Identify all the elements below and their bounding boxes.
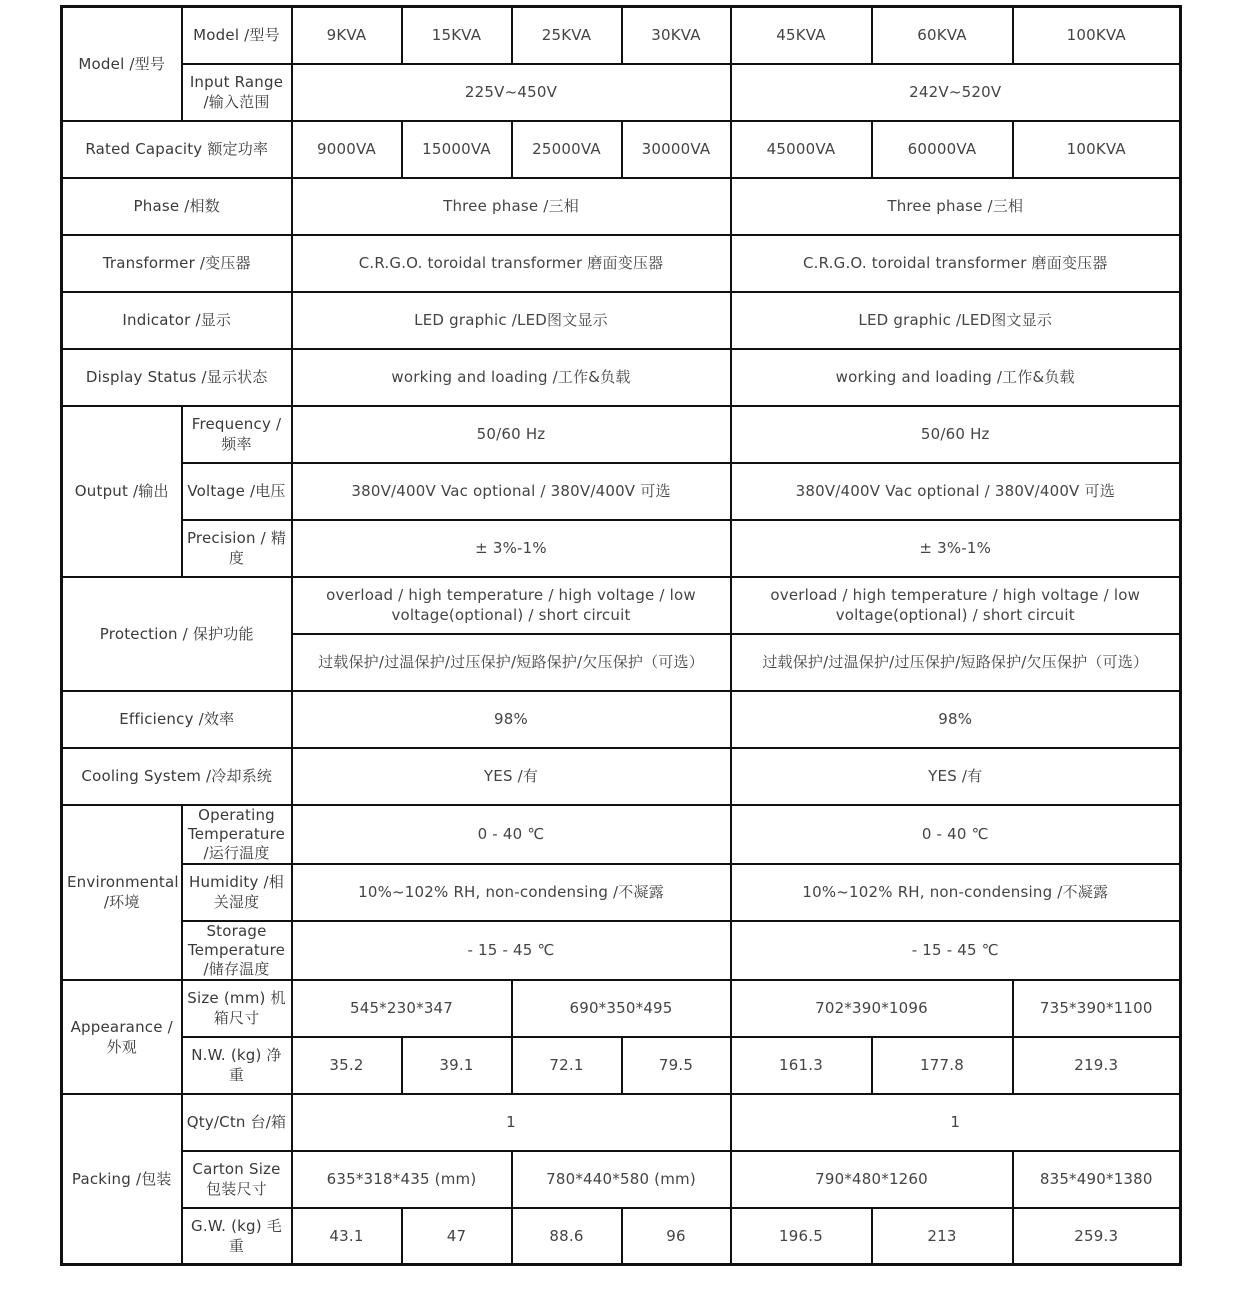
nw-cell: 177.8 <box>872 1037 1013 1094</box>
protection-label: Protection / 保护功能 <box>62 577 292 691</box>
size-cell: 702*390*1096 <box>731 980 1013 1037</box>
row-qty <box>62 1094 1181 1151</box>
humidity-label: Humidity /相关湿度 <box>182 864 292 921</box>
row-input-range <box>62 64 1181 121</box>
environmental-label: Environmental /环境 <box>62 805 182 980</box>
indicator-b: LED graphic /LED图文显示 <box>731 292 1181 349</box>
size-label: Size (mm) 机箱尺寸 <box>182 980 292 1037</box>
protection-cn-a: 过载保护/过温保护/过压保护/短路保护/欠压保护（可选） <box>292 634 731 691</box>
row-efficiency <box>62 691 1181 748</box>
frequency-b: 50/60 Hz <box>731 406 1181 463</box>
cooling-a: YES /有 <box>292 748 731 805</box>
frequency-a: 50/60 Hz <box>292 406 731 463</box>
input-range-b: 242V~520V <box>731 64 1181 121</box>
voltage-b: 380V/400V Vac optional / 380V/400V 可选 <box>731 463 1181 520</box>
qty-a: 1 <box>292 1094 731 1151</box>
row-rated-capacity <box>62 121 1181 178</box>
gw-cell: 43.1 <box>292 1208 402 1265</box>
frequency-label: Frequency /频率 <box>182 406 292 463</box>
row-gw <box>62 1208 1181 1265</box>
operating-temp-b: 0 - 40 ℃ <box>731 805 1181 864</box>
protection-en-a: overload / high temperature / high voltage / low voltage(optional) / short circuit <box>292 577 731 634</box>
row-protection-en <box>62 577 1181 634</box>
storage-temp-label: Storage Temperature /储存温度 <box>182 921 292 980</box>
model-9kva: 9KVA <box>292 7 402 64</box>
voltage-label: Voltage /电压 <box>182 463 292 520</box>
gw-cell: 196.5 <box>731 1208 872 1265</box>
storage-temp-b: - 15 - 45 ℃ <box>731 921 1181 980</box>
efficiency-label: Efficiency /效率 <box>62 691 292 748</box>
model-30kva: 30KVA <box>622 7 731 64</box>
nw-cell: 79.5 <box>622 1037 731 1094</box>
size-cell: 735*390*1100 <box>1013 980 1181 1037</box>
input-range-a: 225V~450V <box>292 64 731 121</box>
protection-en-b: overload / high temperature / high voltage / low voltage(optional) / short circuit <box>731 577 1181 634</box>
model-100kva: 100KVA <box>1013 7 1181 64</box>
nw-cell: 39.1 <box>402 1037 512 1094</box>
row-frequency <box>62 406 1181 463</box>
display-status-label: Display Status /显示状态 <box>62 349 292 406</box>
humidity-a: 10%~102% RH, non-condensing /不凝露 <box>292 864 731 921</box>
row-model <box>62 7 1181 64</box>
size-cell: 545*230*347 <box>292 980 512 1037</box>
model-45kva: 45KVA <box>731 7 872 64</box>
spec-table <box>60 5 1182 1266</box>
display-status-b: working and loading /工作&负载 <box>731 349 1181 406</box>
size-cell: 690*350*495 <box>512 980 731 1037</box>
carton-cell: 780*440*580 (mm) <box>512 1151 731 1208</box>
carton-cell: 790*480*1260 <box>731 1151 1013 1208</box>
nw-cell: 72.1 <box>512 1037 622 1094</box>
protection-cn-b: 过载保护/过温保护/过压保护/短路保护/欠压保护（可选） <box>731 634 1181 691</box>
rated-capacity-cell: 45000VA <box>731 121 872 178</box>
rated-capacity-cell: 100KVA <box>1013 121 1181 178</box>
carton-label: Carton Size 包装尺寸 <box>182 1151 292 1208</box>
model-25kva: 25KVA <box>512 7 622 64</box>
row-transformer <box>62 235 1181 292</box>
precision-b: ± 3%-1% <box>731 520 1181 577</box>
rated-capacity-cell: 60000VA <box>872 121 1013 178</box>
input-range-label: Input Range /输入范围 <box>182 64 292 121</box>
display-status-a: working and loading /工作&负载 <box>292 349 731 406</box>
indicator-a: LED graphic /LED图文显示 <box>292 292 731 349</box>
row-humidity <box>62 864 1181 921</box>
nw-label: N.W. (kg) 净重 <box>182 1037 292 1094</box>
voltage-a: 380V/400V Vac optional / 380V/400V 可选 <box>292 463 731 520</box>
gw-cell: 47 <box>402 1208 512 1265</box>
phase-a: Three phase /三相 <box>292 178 731 235</box>
packing-label: Packing /包装 <box>62 1094 182 1265</box>
phase-b: Three phase /三相 <box>731 178 1181 235</box>
row-operating-temp <box>62 805 1181 864</box>
rated-capacity-cell: 25000VA <box>512 121 622 178</box>
nw-cell: 161.3 <box>731 1037 872 1094</box>
nw-cell: 219.3 <box>1013 1037 1181 1094</box>
row-nw <box>62 1037 1181 1094</box>
model-15kva: 15KVA <box>402 7 512 64</box>
rated-capacity-cell: 30000VA <box>622 121 731 178</box>
row-precision <box>62 520 1181 577</box>
rated-capacity-cell: 9000VA <box>292 121 402 178</box>
row-size <box>62 980 1181 1037</box>
model-label: Model /型号 <box>62 7 182 121</box>
gw-cell: 96 <box>622 1208 731 1265</box>
model-60kva: 60KVA <box>872 7 1013 64</box>
indicator-label: Indicator /显示 <box>62 292 292 349</box>
transformer-a: C.R.G.O. toroidal transformer 磨面变压器 <box>292 235 731 292</box>
transformer-label: Transformer /变压器 <box>62 235 292 292</box>
output-label: Output /输出 <box>62 406 182 577</box>
row-display-status <box>62 349 1181 406</box>
phase-label: Phase /相数 <box>62 178 292 235</box>
row-storage-temp <box>62 921 1181 980</box>
rated-capacity-cell: 15000VA <box>402 121 512 178</box>
row-cooling <box>62 748 1181 805</box>
humidity-b: 10%~102% RH, non-condensing /不凝露 <box>731 864 1181 921</box>
row-voltage <box>62 463 1181 520</box>
precision-a: ± 3%-1% <box>292 520 731 577</box>
cooling-b: YES /有 <box>731 748 1181 805</box>
gw-cell: 88.6 <box>512 1208 622 1265</box>
nw-cell: 35.2 <box>292 1037 402 1094</box>
qty-b: 1 <box>731 1094 1181 1151</box>
row-carton <box>62 1151 1181 1208</box>
carton-cell: 635*318*435 (mm) <box>292 1151 512 1208</box>
model-sub-label: Model /型号 <box>182 7 292 64</box>
storage-temp-a: - 15 - 45 ℃ <box>292 921 731 980</box>
rated-capacity-label: Rated Capacity 额定功率 <box>62 121 292 178</box>
gw-label: G.W. (kg) 毛重 <box>182 1208 292 1265</box>
carton-cell: 835*490*1380 <box>1013 1151 1181 1208</box>
precision-label: Precision / 精度 <box>182 520 292 577</box>
operating-temp-a: 0 - 40 ℃ <box>292 805 731 864</box>
efficiency-b: 98% <box>731 691 1181 748</box>
gw-cell: 259.3 <box>1013 1208 1181 1265</box>
gw-cell: 213 <box>872 1208 1013 1265</box>
row-phase <box>62 178 1181 235</box>
cooling-label: Cooling System /冷却系统 <box>62 748 292 805</box>
qty-label: Qty/Ctn 台/箱 <box>182 1094 292 1151</box>
row-indicator <box>62 292 1181 349</box>
appearance-label: Appearance /外观 <box>62 980 182 1094</box>
efficiency-a: 98% <box>292 691 731 748</box>
transformer-b: C.R.G.O. toroidal transformer 磨面变压器 <box>731 235 1181 292</box>
operating-temp-label: Operating Temperature /运行温度 <box>182 805 292 864</box>
